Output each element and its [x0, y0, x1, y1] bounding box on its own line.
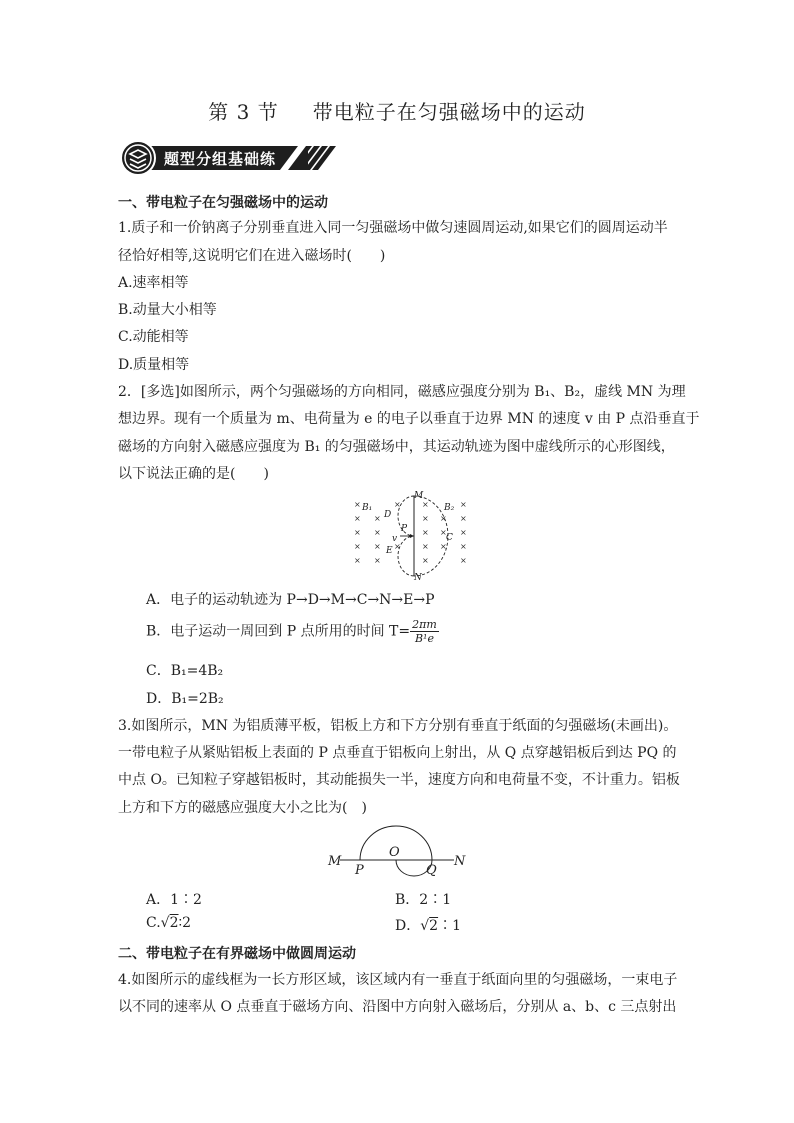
q2-figure [350, 490, 475, 582]
cross-mark: × [394, 500, 401, 509]
q3-option-d-prefix: D． [395, 918, 421, 934]
q3-option-d-root: 2 [429, 918, 439, 934]
q3-option-c-prefix: C. [146, 915, 161, 931]
cross-mark: × [440, 528, 447, 537]
fraction-denominator: B¹e [414, 632, 434, 645]
q1-option-d: D.质量相等 [118, 357, 190, 373]
label-e: E [386, 546, 393, 556]
cross-mark: × [354, 528, 361, 537]
cross-mark: × [374, 556, 381, 565]
label-o: O [389, 845, 400, 860]
cross-mark: × [440, 542, 447, 551]
q3-option-d [395, 915, 461, 935]
q3-option-c-root: 2 [169, 915, 179, 931]
q3-option-b: B．2∶1 [395, 892, 452, 908]
cross-mark: × [354, 514, 361, 523]
cross-mark: × [374, 542, 381, 551]
cross-mark: × [374, 528, 381, 537]
cross-mark: × [354, 542, 361, 551]
label-n: N [414, 573, 422, 582]
sqrt-icon: √ [420, 918, 430, 934]
q2-option-c: C．B₁=4B₂ [146, 663, 224, 679]
cross-mark: × [460, 556, 467, 565]
cross-mark: × [374, 514, 381, 523]
q3-line1: 3.如图所示，MN 为铝质薄平板，铝板上方和下方分别有垂直于纸面的匀强磁场(未画出)。 [118, 718, 678, 734]
label-q: Q [426, 863, 437, 878]
q3-line2: 一带电粒子从紧贴铝板上表面的 P 点垂直于铝板向上射出，从 Q 点穿越铝板后到达 PQ 的 [118, 745, 677, 761]
label-b1: B₁ [362, 503, 373, 513]
velocity-arrowhead [410, 534, 414, 538]
label-b2: B₂ [444, 503, 455, 513]
label-p: P [401, 524, 408, 534]
q2-line4: 以下说法正确的是( ) [118, 466, 269, 482]
label-n: N [454, 854, 466, 869]
q1-line2: 径恰好相等,这说明它们在进入磁场时( ) [118, 248, 386, 264]
cross-mark: × [460, 514, 467, 523]
section1-heading: 一、带电粒子在匀强磁场中的运动 [118, 195, 328, 211]
q2-option-b-fraction [410, 618, 439, 645]
cross-mark: × [460, 500, 467, 509]
fraction-numerator: 2πm [412, 618, 437, 631]
cross-mark: × [422, 556, 429, 565]
q3-option-c-suffix: ∶2 [178, 915, 192, 931]
sqrt-icon: √ [160, 915, 170, 931]
section2-heading: 二、带电粒子在有界磁场中做圆周运动 [118, 946, 356, 962]
cross-mark: × [394, 542, 401, 551]
cross-mark: × [422, 542, 429, 551]
q1-option-b: B.动量大小相等 [118, 302, 217, 318]
label-m: M [414, 491, 424, 501]
page-title [0, 96, 794, 125]
cross-mark: × [440, 514, 447, 523]
q3-option-a: A．1∶2 [146, 892, 202, 908]
q2-option-b [146, 618, 439, 645]
q3-figure [322, 822, 472, 882]
q2-line1: 2．[多选]如图所示，两个匀强磁场的方向相同，磁感应强度分别为 B₁、B₂，虚线 MN 为理 [118, 384, 686, 400]
cross-mark: × [460, 528, 467, 537]
q1-option-a: A.速率相等 [118, 275, 189, 291]
q3-option-d-suffix: ∶1 [438, 918, 461, 934]
q2-option-b-text: B．电子运动一周回到 P 点所用的时间 T= [146, 623, 411, 640]
cross-mark: × [354, 556, 361, 565]
cross-mark: × [422, 514, 429, 523]
section-banner [118, 140, 340, 176]
section-name: 带电粒子在匀强磁场中的运动 [312, 100, 586, 124]
q2-option-a: A．电子的运动轨迹为 P→D→M→C→N→E→P [146, 592, 435, 608]
q4-line1: 4.如图所示的虚线框为一长方形区域，该区域内有一垂直于纸面向里的匀强磁场，一束电子 [118, 972, 678, 988]
cross-mark: × [422, 500, 429, 509]
label-m: M [328, 854, 342, 869]
q1-line1: 1.质子和一价钠离子分别垂直进入同一匀强磁场中做匀速圆周运动,如果它们的圆周运动半 [118, 220, 668, 236]
cross-mark: × [354, 500, 361, 509]
cross-mark: × [460, 542, 467, 551]
banner-label: 题型分组基础练 [164, 150, 277, 168]
q2-line3: 磁场的方向射入磁感应强度为 B₁ 的匀强磁场中，其运动轨迹为图中虚线所示的心形图线， [118, 439, 675, 455]
q1-option-c: C.动能相等 [118, 329, 189, 345]
section-number: 第 3 节 [208, 100, 279, 124]
label-p: P [355, 863, 364, 878]
q3-line3: 中点 O。已知粒子穿越铝板时，其动能损失一半，速度方向和电荷量不变，不计重力。铝板 [118, 772, 680, 788]
q3-line4: 上方和下方的磁感应强度大小之比为( ) [118, 800, 367, 816]
label-d: D [384, 510, 392, 520]
label-v: v [392, 534, 398, 544]
q4-line2: 以不同的速率从 O 点垂直于磁场方向、沿图中方向射入磁场后，分别从 a、b、c 三点射出 [118, 999, 677, 1015]
q2-line2: 想边界。现有一个质量为 m、电荷量为 e 的电子以垂直于边界 MN 的速度 v 由 P 点沿垂直于 [118, 411, 700, 427]
cross-mark: × [422, 528, 429, 537]
q2-option-d: D．B₁=2B₂ [146, 691, 224, 707]
label-c: C [446, 533, 453, 543]
q3-option-c [146, 915, 191, 931]
